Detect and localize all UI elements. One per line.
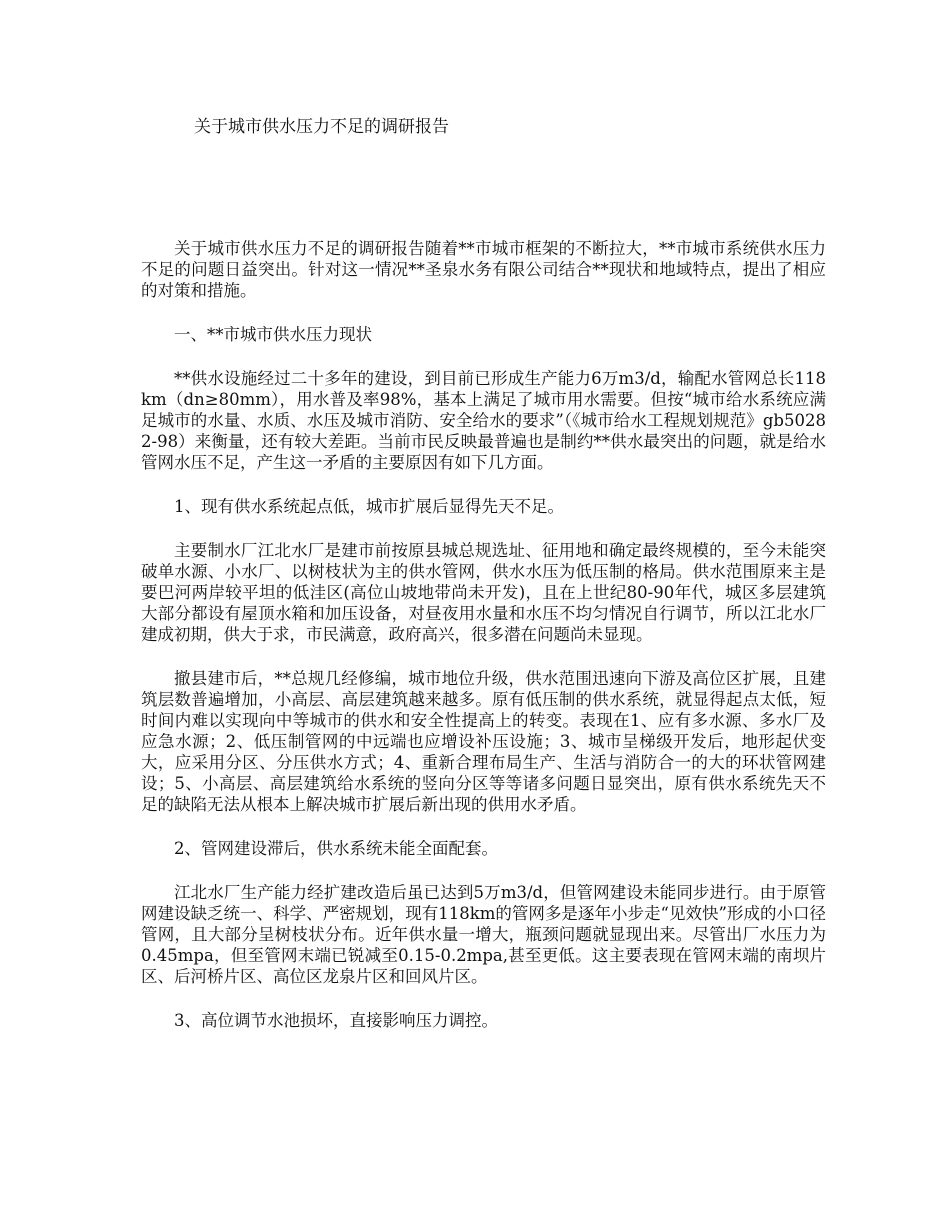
subheading-2: 2、管网建设滞后，供水系统未能全面配套。 [174,839,498,858]
document-title: 关于城市供水压力不足的调研报告 [194,117,449,137]
subheading-3: 3、高位调节水池损坏，直接影响压力调控。 [174,1011,498,1030]
document-body [141,238,826,1054]
paragraph-pipe-network: 江北水厂生产能力经扩建改造后虽已达到5万m3/d，但管网建设未能同步进行。由于原管网建设缺乏统一、科学、严密规划，现有118km的管网多是逐年小步走“见效快”形成的小口径管网，且大部分呈树枝状分布。近年供水量一增大，瓶颈问题就显现出来。尽管出厂水压力为0.45mpa，但至管网末端已锐减至0.15-0.2mpa,甚至更低。这主要表现在管网末端的南坝片区、后河桥片区、高位区龙泉片区和回风片区。 [141,883,826,986]
intro-paragraph: 关于城市供水压力不足的调研报告随着**市城市框架的不断拉大，**市城市系统供水压力不足的问题日益突出。针对这一情况**圣泉水务有限公司结合**现状和地域特点，提出了相应的对策和措施。 [141,239,826,300]
paragraph-city-expansion: 撤县建市后，**总规几经修编，城市地位升级，供水范围迅速向下游及高位区扩展，且建筑层数普遍增加，小高层、高层建筑越来越多。原有低压制的供水系统，就显得起点太低，短时间内难以实现向中等城市的供水和安全性提高上的转变。表现在1、应有多水源、多水厂及应急水源；2、低压制管网的中远端也应增设补压设施；3、城市呈梯级开发后，地形起伏变大，应采用分区、分压供水方式；4、重新合理布局生产、生活与消防合一的大的环状管网建设；5、小高层、高层建筑给水系统的竖向分区等等诸多问题日显突出，原有供水系统先天不足的缺陷无法从根本上解决城市扩展后新出现的供用水矛盾。 [141,669,826,814]
subheading-1: 1、现有供水系统起点低，城市扩展后显得先天不足。 [174,497,564,516]
status-paragraph: **供水设施经过二十多年的建设，到目前已形成生产能力6万m3/d，输配水管网总长118km（dn≥80mm），用水普及率98%，基本上满足了城市用水需要。但按“城市给水系统应满足城市的水量、水质、水压及城市消防、安全给水的要求”（《城市给水工程规划规范》gb50282-98）来衡量，还有较大差距。当前市民反映最普遍也是制约**供水最突出的问题，就是给水管网水压不足，产生这一矛盾的主要原因有如下几方面。 [141,369,826,472]
paragraph-water-plant: 主要制水厂江北水厂是建市前按原县城总规选址、征用地和确定最终规模的，至今未能突破单水源、小水厂、以树枝状为主的供水管网，供水水压为低压制的格局。供水范围原来主是要巴河两岸较平坦的低洼区(高位山坡地带尚未开发)，且在上世纪80-90年代，城区多层建筑大部分都设有屋顶水箱和加压设备，对昼夜用水量和水压不均匀情况自行调节，所以江北水厂建成初期，供大于求，市民满意，政府高兴，很多潜在问题尚未显现。 [141,541,826,644]
section-heading-1: 一、**市城市供水压力现状 [174,325,372,344]
